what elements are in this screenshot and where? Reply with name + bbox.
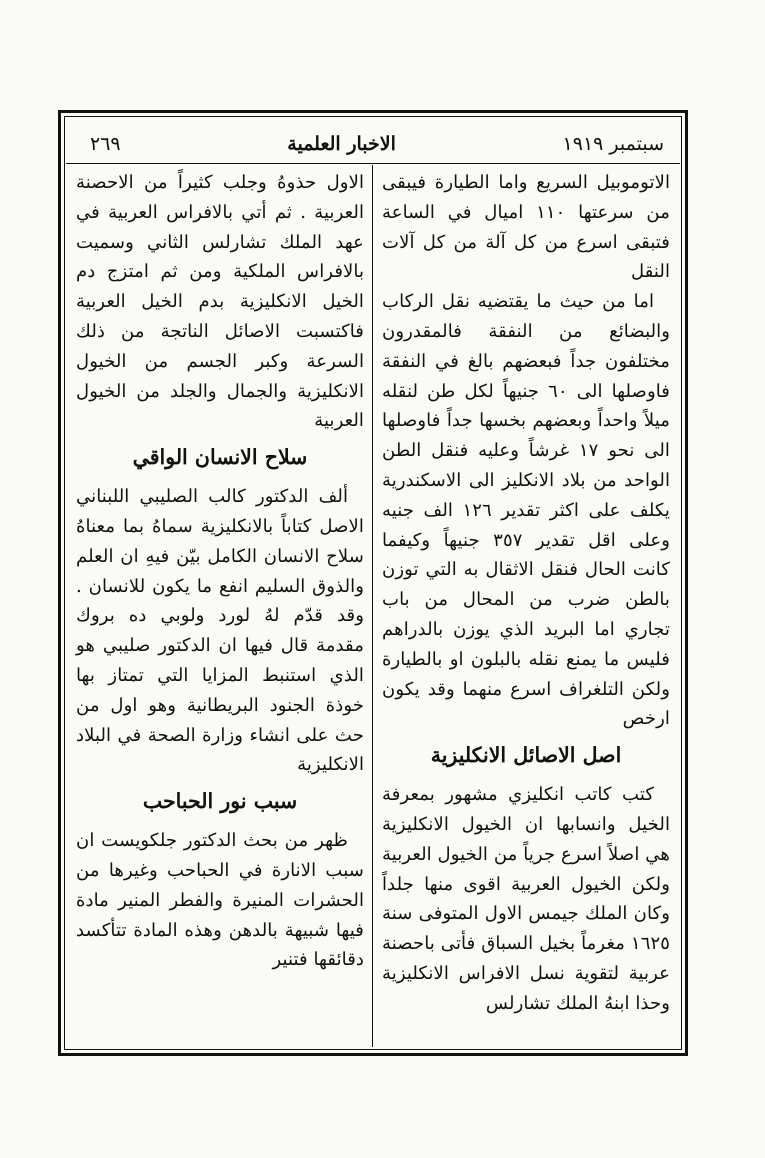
left-paragraph-1: الاول حذوهُ وجلب كثيراً من الاحصنة العربية . ثم أتي بالافراس العربية في عهد الملك تشارلس الثاني وسميت بالافراس الملكية ومن ثم امتزج دم الخيل الانكليزية بدم الخيل العربية فاكتسبت الاصائل الناتجة من ذلك السرعة وكبر الجسم من الخيول الانكليزية والجمال والجلد من الخيول العربية <box>76 172 364 432</box>
header-title: الاخبار العلمية <box>287 133 396 155</box>
right-paragraph-2: اما من حيث ما يقتضيه نقل الركاب والبضائع من النفقة فالمقدرون مختلفون جداً فبعضهم بالغ في النفقة فاوصلها الى ٦٠ جنيهاً لكل طن لنقله ميلاً واحداً وبعضهم بخسها جداً فاوصلها الى نحو ١٧ غرشاً وعليه فنقل الطن الواحد من بلاد الانكليز الى الاسكندرية يكلف على اكثر تقدير ١٢٦ الف جنيه وعلى اقل تقدير ٣٥٧ جنيهاً وكيفما كانت الحال فنقل الاثقال به التي توزن بالطن ضرب من المحال من باب تجاري اما البريد الذي يوزن بالدراهم فليس ما يمنع نقله بالبلون او بالطيارة ولكن التلغراف اسرع منهما وقد يكون ارخص <box>382 291 671 730</box>
left-paragraph-2: ألف الدكتور كالب الصليبي اللبناني الاصل كتاباً بالانكليزية سماهُ بما معناهُ سلاح الانسان الكامل بيّن فيهِ ان العلم والذوق السليم انفع ما يكون للانسان . وقد قدّم لهُ لورد ولوبي ده بروك مقدمة قال فيها ان الدكتور صليبي هو الذي استنبط المزايا التي تمتاز بها خوذة الجنود البريطانية وهو اول من حث على انشاء وزارة الصحة في البلاد الانكليزية <box>76 486 364 776</box>
page-header <box>70 124 676 164</box>
section-heading-protective-weapon: سلاح الانسان الواقي <box>132 445 308 470</box>
left-paragraph-3: ظهر من بحث الدكتور جلكويست ان سبب الانارة في الحباحب وغيرها من الحشرات المنيرة والفطر المنير مادة فيها شبيهة بالدهن وهذه المادة تتأكسد دقائقها فتنير <box>76 830 364 971</box>
left-column <box>76 168 364 975</box>
section-heading-english-horses: اصل الاصائل الانكليزية <box>430 743 622 768</box>
right-paragraph-1: الاتوموبيل السريع واما الطيارة فيبقى من سرعتها ١١٠ اميال في الساعة فتبقى اسرع من كل آلة من كل آلات النقل <box>382 172 670 283</box>
page-number: ٢٦٩ <box>90 133 121 155</box>
header-divider <box>66 163 680 164</box>
right-column <box>382 168 670 1019</box>
right-paragraph-3: كتب كاتب انكليزي مشهور بمعرفة الخيل وانسابها ان الخيول الانكليزية هي اصلاً اسرع جرياً من الخيول العربية ولكن الخيول العربية اقوى منها جلداً وكان الملك جيمس الاول المتوفى سنة ١٦٢٥ مغرماً بخيل السباق فأتى باحصنة عربية لتقوية نسل الافراس الانكليزية وحذا ابنهُ الملك تشارلس <box>382 784 670 1014</box>
column-divider <box>372 165 373 1047</box>
header-date: سبتمبر ١٩١٩ <box>562 133 664 155</box>
section-heading-firefly-light: سبب نور الحباحب <box>142 789 298 814</box>
